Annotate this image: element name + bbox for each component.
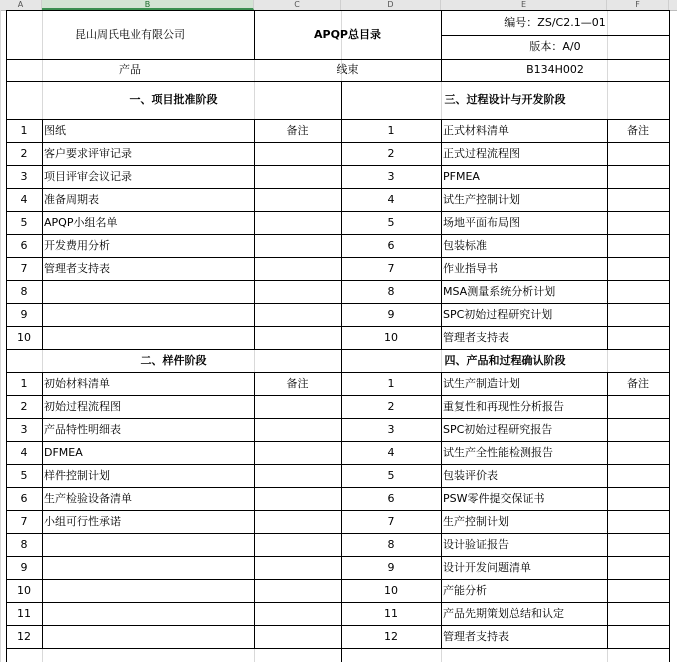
item-name: 设计开发问题清单 (443, 561, 531, 574)
document-number: 编号：ZS/C2.1—01 (504, 16, 606, 29)
item-name: 初始过程流程图 (44, 400, 121, 413)
item-number: 6 (387, 492, 395, 505)
item-name: 开发费用分析 (44, 239, 110, 252)
item-name: 重复性和再现性分析报告 (443, 400, 564, 413)
item-name: 产能分析 (443, 584, 487, 597)
item-name: 项目评审会议记录 (44, 170, 132, 183)
column-header-e[interactable]: E (441, 0, 607, 10)
item-name: SPC初始过程研究计划 (443, 308, 553, 321)
border-vline (254, 119, 255, 349)
item-name: PFMEA (443, 170, 480, 183)
item-name: 管理者支持表 (443, 630, 509, 643)
item-name: DFMEA (44, 446, 83, 459)
item-name: 客户要求评审记录 (44, 147, 132, 160)
item-number: 11 (384, 607, 398, 620)
item-number: 10 (384, 584, 398, 597)
item-number: 1 (387, 377, 395, 390)
border-vline (42, 372, 43, 648)
item-name: 生产检验设备清单 (44, 492, 132, 505)
item-number: 12 (17, 630, 31, 643)
item-name: 小组可行性承诺 (44, 515, 121, 528)
section-title: 二、样件阶段 (140, 354, 207, 367)
section-title: 四、产品和过程确认阶段 (444, 354, 566, 367)
border-vline (254, 372, 255, 648)
item-number: 10 (17, 584, 31, 597)
column-header-f[interactable]: F (607, 0, 669, 10)
item-name (44, 303, 254, 326)
item-name (44, 533, 254, 556)
item-number: 1 (20, 124, 28, 137)
item-number: 7 (387, 262, 395, 275)
item-number: 8 (387, 538, 395, 551)
item-number: 4 (387, 193, 395, 206)
item-number: 4 (387, 446, 395, 459)
item-name: 试生产制造计划 (443, 377, 520, 390)
item-number: 6 (387, 239, 395, 252)
item-number: 2 (20, 400, 28, 413)
item-name: 图纸 (44, 124, 66, 137)
border-hline (6, 648, 341, 649)
item-number: 4 (20, 446, 28, 459)
item-name: 正式材料清单 (443, 124, 509, 137)
item-name: 准备周期表 (44, 193, 99, 206)
grid-vline (0, 10, 1, 662)
product-label: 产品 (119, 63, 141, 76)
item-number: 2 (387, 400, 395, 413)
border-vline (42, 119, 43, 349)
item-name: 产品先期策划总结和认定 (443, 607, 564, 620)
column-header-a[interactable]: A (0, 0, 42, 10)
item-number: 9 (387, 308, 395, 321)
item-name (44, 602, 254, 625)
product-value: 线束 (336, 63, 359, 76)
item-name: APQP小组名单 (44, 216, 118, 229)
item-name: 管理者支持表 (44, 262, 110, 275)
item-number: 5 (387, 216, 395, 229)
item-number: 6 (20, 239, 28, 252)
item-name: 正式过程流程图 (443, 147, 520, 160)
border-hline (341, 648, 669, 649)
item-name (44, 579, 254, 602)
section-title: 三、过程设计与开发阶段 (444, 93, 566, 106)
item-name: 生产控制计划 (443, 515, 509, 528)
document-version: 版本：A/0 (529, 40, 581, 53)
item-name: 包装标准 (443, 239, 487, 252)
border-vline (607, 372, 608, 648)
item-number: 3 (20, 170, 28, 183)
item-number: 10 (17, 331, 31, 344)
item-name: 设计验证报告 (443, 538, 509, 551)
item-number: 12 (384, 630, 398, 643)
item-name: 试生产全性能检测报告 (443, 446, 553, 459)
item-number: 5 (387, 469, 395, 482)
border-vline (441, 372, 442, 648)
border-vline (441, 119, 442, 349)
item-name: MSA测量系统分析计划 (443, 285, 556, 298)
item-name: PSW零件提交保证书 (443, 492, 545, 505)
item-number: 5 (20, 216, 28, 229)
remark-header: 备注 (627, 124, 649, 137)
item-name (44, 556, 254, 579)
item-number: 11 (17, 607, 31, 620)
item-number: 10 (384, 331, 398, 344)
item-number: 2 (20, 147, 28, 160)
item-name: 作业指导书 (443, 262, 498, 275)
item-name (44, 326, 254, 349)
border-vline (669, 10, 670, 662)
item-name: 包装评价表 (443, 469, 498, 482)
item-number: 7 (20, 262, 28, 275)
item-number: 6 (20, 492, 28, 505)
item-number: 8 (20, 538, 28, 551)
item-number: 8 (20, 285, 28, 298)
item-number: 5 (20, 469, 28, 482)
item-number: 3 (387, 423, 395, 436)
item-name: 试生产控制计划 (443, 193, 520, 206)
item-name: 初始材料清单 (44, 377, 110, 390)
item-number: 1 (387, 124, 395, 137)
item-name: 场地平面布局图 (443, 216, 520, 229)
remark-header: 备注 (286, 377, 309, 390)
column-header-b[interactable]: B (42, 0, 254, 10)
item-number: 8 (387, 285, 395, 298)
item-number: 3 (387, 170, 395, 183)
item-name (44, 625, 254, 648)
item-name (44, 280, 254, 303)
company-name: 昆山周氏电业有限公司 (75, 28, 185, 41)
column-header-c[interactable]: C (254, 0, 341, 10)
section-title: 一、项目批准阶段 (129, 93, 218, 106)
item-name: 样件控制计划 (44, 469, 110, 482)
remark-header: 备注 (286, 124, 309, 137)
remark-header: 备注 (627, 377, 649, 390)
border-vline (607, 119, 608, 349)
item-number: 9 (20, 561, 28, 574)
item-name: 管理者支持表 (443, 331, 509, 344)
item-number: 9 (387, 561, 395, 574)
item-number: 1 (20, 377, 28, 390)
item-number: 7 (387, 515, 395, 528)
item-number: 3 (20, 423, 28, 436)
item-name: 产品特性明细表 (44, 423, 121, 436)
item-number: 2 (387, 147, 395, 160)
item-number: 9 (20, 308, 28, 321)
column-header-d[interactable]: D (341, 0, 441, 10)
item-name: SPC初始过程研究报告 (443, 423, 553, 436)
item-number: 7 (20, 515, 28, 528)
item-number: 4 (20, 193, 28, 206)
document-title: APQP总目录 (314, 28, 381, 41)
part-number: B134H002 (526, 63, 584, 76)
